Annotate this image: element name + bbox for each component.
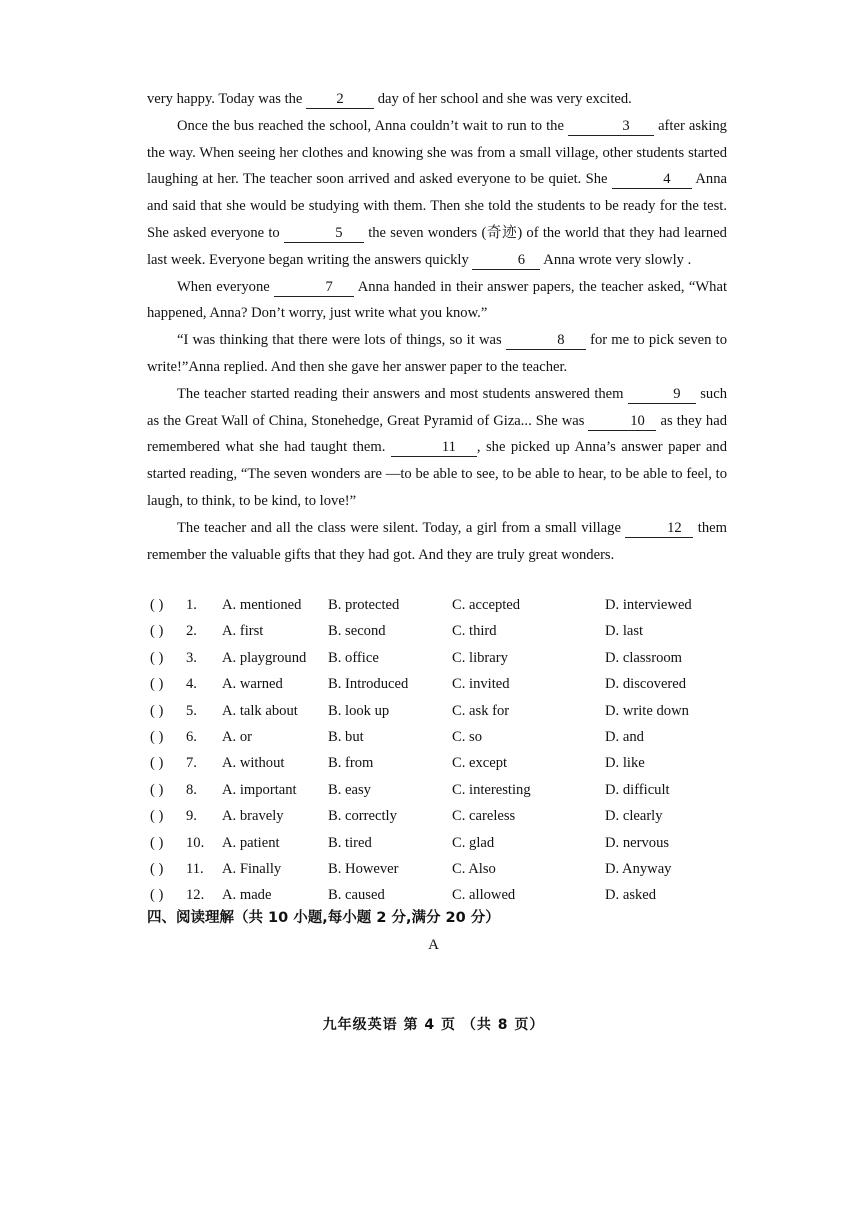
text: as they had remembered what she had taught them.: [147, 412, 727, 456]
text: Anna handed in their answer papers, the teacher asked, “What happened, Anna? Don’t worry, just write what you know.”: [147, 278, 728, 322]
answer-bracket[interactable]: ( ): [150, 597, 164, 613]
option-c: C. careless: [452, 808, 516, 825]
question-number: 10.: [186, 834, 205, 851]
answer-bracket[interactable]: ( ): [150, 860, 164, 877]
blank-11[interactable]: 11: [391, 438, 477, 457]
option-c: C. glad: [452, 834, 495, 851]
text: “I was thinking that there were lots of things, so it was: [177, 332, 506, 349]
blank-10[interactable]: 10: [588, 412, 656, 431]
subsection-label: A: [428, 937, 439, 953]
section-heading: 四、阅读理解（共 10 小题,每小题 2 分,满分 20 分）: [147, 910, 500, 926]
question-row: [150, 724, 730, 750]
option-b: B. caused: [328, 887, 385, 904]
text: day of her school and she was very excited.: [374, 91, 632, 107]
text: , she picked up Anna’s answer paper and started reading, “The seven wonders are —to be able to see, to be able to hear, to be able to feel, to laugh, to think, to be kind, to love!”: [147, 439, 728, 509]
question-number: 6.: [186, 728, 197, 745]
question-row: [150, 777, 730, 803]
question-row: [150, 750, 730, 776]
option-a: A. patient: [222, 834, 280, 851]
text: Anna and said that she would be studying with them. Then she told the students to be ready for the test. She asked everyone to: [147, 171, 727, 241]
option-b: B. Introduced: [328, 676, 409, 693]
option-b: B. look up: [328, 702, 390, 719]
answer-bracket[interactable]: ( ): [150, 755, 164, 772]
answer-bracket[interactable]: ( ): [150, 808, 164, 825]
question-row: [150, 830, 730, 856]
option-d: D. clearly: [605, 808, 663, 825]
option-b: B. from: [328, 755, 374, 772]
option-c: C. except: [452, 755, 508, 772]
question-number: 7.: [186, 755, 197, 772]
text: The teacher and all the class were silent. Today, a girl from a small village: [177, 519, 626, 536]
option-a: A. without: [222, 755, 285, 772]
blank-6[interactable]: 6: [472, 251, 540, 270]
paragraph-6: [147, 515, 727, 569]
question-number: 4.: [186, 676, 197, 693]
text: for me to pick seven to write!”Anna replied. And then she gave her answer paper to the teacher.: [147, 332, 727, 375]
text: The teacher started reading their answers and most students answered them: [177, 385, 628, 402]
question-row: [150, 618, 730, 644]
question-number: 2.: [186, 623, 197, 640]
option-b: B. correctly: [328, 808, 397, 825]
answer-bracket[interactable]: ( ): [150, 649, 164, 666]
text: after asking the way. When seeing her clothes and knowing she was from a small village, other students started laughing at her. The teacher soon arrived and asked everyone to be quiet. She: [147, 117, 727, 188]
option-a: A. playground: [222, 649, 307, 666]
paragraph-5: [147, 381, 727, 515]
question-row: [150, 856, 730, 882]
option-a: A. Finally: [222, 860, 282, 877]
blank-12[interactable]: 12: [625, 519, 693, 538]
option-d: D. nervous: [605, 834, 670, 851]
option-d: D. classroom: [605, 649, 683, 666]
blank-7[interactable]: 7: [274, 278, 354, 297]
question-number: 11.: [186, 860, 204, 877]
text: very happy. Today was the: [147, 91, 307, 107]
text: such as the Great Wall of China, Stonehedge, Great Pyramid of Giza... She was: [147, 385, 727, 429]
option-d: D. asked: [605, 887, 657, 904]
option-b: B. but: [328, 728, 364, 745]
paragraph-2: [147, 113, 727, 274]
blank-3[interactable]: 3: [568, 117, 654, 136]
text: Anna wrote very slowly .: [540, 251, 692, 268]
page-footer: 九年级英语 第 4 页 （共 8 页）: [322, 1017, 545, 1033]
question-number: 8.: [186, 781, 197, 798]
answer-bracket[interactable]: ( ): [150, 728, 164, 745]
text: Once the bus reached the school, Anna couldn’t wait to run to the: [177, 117, 569, 134]
option-b: B. second: [328, 623, 386, 640]
text: them remember the valuable gifts that they had got. And they are truly great wonders.: [147, 519, 727, 563]
option-a: A. important: [222, 781, 297, 798]
question-row: [150, 698, 730, 724]
question-row: [150, 645, 730, 671]
cloze-passage: [147, 86, 727, 568]
option-d: D. discovered: [605, 676, 687, 693]
option-c: C. so: [452, 728, 483, 745]
question-number: 3.: [186, 649, 197, 666]
option-d: D. difficult: [605, 781, 670, 798]
option-d: D. last: [605, 623, 644, 640]
answer-bracket[interactable]: ( ): [150, 781, 164, 798]
option-c: C. Also: [452, 860, 496, 877]
question-row: [150, 592, 730, 618]
option-c: C. accepted: [452, 597, 521, 613]
question-number: 9.: [186, 808, 197, 825]
blank-4[interactable]: 4: [612, 170, 692, 189]
answer-bracket[interactable]: ( ): [150, 676, 164, 693]
paragraph-3: [147, 274, 727, 328]
option-d: D. Anyway: [605, 860, 672, 877]
option-d: D. write down: [605, 702, 689, 719]
question-row: [150, 671, 730, 697]
option-a: A. talk about: [222, 702, 298, 719]
option-a: A. mentioned: [222, 597, 302, 613]
option-c: C. interesting: [452, 781, 531, 798]
option-c: C. ask for: [452, 702, 510, 719]
paragraph-1: [147, 86, 727, 113]
option-b: B. easy: [328, 781, 371, 798]
question-number: 5.: [186, 702, 197, 719]
option-a: A. bravely: [222, 808, 284, 825]
option-a: A. made: [222, 887, 272, 904]
question-row: [150, 882, 730, 908]
option-d: D. and: [605, 728, 644, 745]
question-number: 12.: [186, 887, 205, 904]
option-b: B. office: [328, 649, 379, 666]
option-b: B. tired: [328, 834, 372, 851]
option-c: C. third: [452, 623, 497, 640]
option-c: C. allowed: [452, 887, 516, 904]
option-a: A. first: [222, 623, 264, 640]
answer-bracket[interactable]: ( ): [150, 887, 164, 904]
question-number: 1.: [186, 597, 197, 613]
blank-8[interactable]: 8: [506, 331, 586, 350]
blank-9[interactable]: 9: [628, 385, 696, 404]
option-a: A. warned: [222, 676, 283, 693]
option-a: A. or: [222, 728, 252, 745]
text: the seven wonders (奇迹) of the world that they had learned last week. Everyone began writing the answers quickly: [147, 224, 727, 268]
blank-2[interactable]: 2: [306, 90, 374, 109]
blank-5[interactable]: 5: [284, 224, 364, 243]
option-d: D. like: [605, 755, 645, 772]
answer-bracket[interactable]: ( ): [150, 702, 164, 719]
options-list: [150, 592, 730, 909]
answer-bracket[interactable]: ( ): [150, 623, 164, 640]
paragraph-4: [147, 327, 727, 381]
option-c: C. invited: [452, 676, 510, 693]
answer-bracket[interactable]: ( ): [150, 834, 164, 851]
question-row: [150, 803, 730, 829]
option-b: B. However: [328, 860, 399, 877]
option-d: D. interviewed: [605, 597, 692, 613]
text: When everyone: [177, 278, 275, 295]
option-c: C. library: [452, 649, 508, 666]
option-b: B. protected: [328, 597, 400, 613]
